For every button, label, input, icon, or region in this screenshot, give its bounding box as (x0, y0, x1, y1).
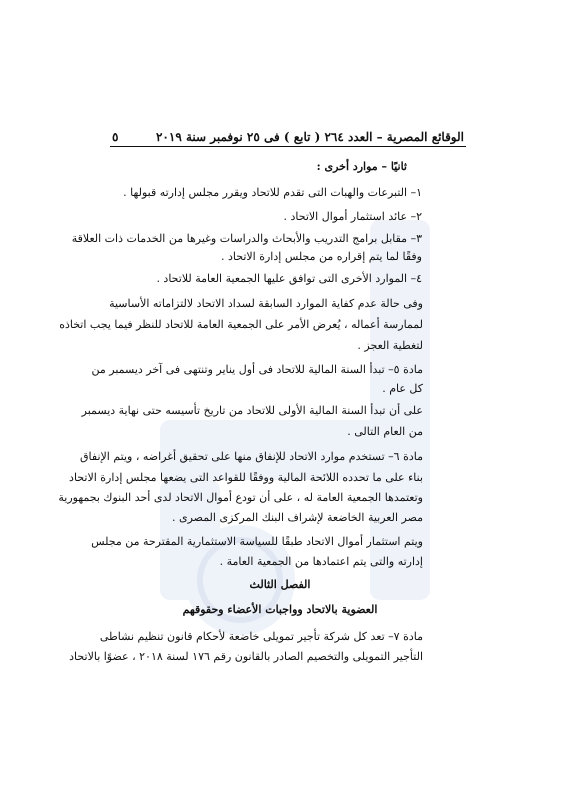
section-heading-other-resources: ثانيًا – موارد أخرى : (316, 160, 407, 173)
list-item-3: ٣– مقابل برامج التدريب والأبحاث والدراسات وغيرها من الخدمات ذات العلاقة (71, 232, 422, 245)
paragraph-line: لتغطية العجز . (357, 339, 423, 352)
paragraph-line: وفى حالة عدم كفاية الموارد السابقة لسداد الاتحاد لالتزاماته الأساسية (109, 297, 423, 310)
article-5-line: على أن تبدأ السنة المالية الأولى للاتحاد من تاريخ تأسيسه حتى نهاية ديسمبر (81, 404, 423, 417)
article-7-line: مادة ٧– تعد كل شركة تأجير تمويلى خاضعة لأحكام قانون تنظيم نشاطى (99, 630, 423, 643)
list-item-4: ٤– الموارد الأخرى التى توافق عليها الجمعية العامة للاتحاد . (156, 272, 422, 285)
article-6-line: وتعتمدها الجمعية العامة له ، على أن تودع أموال الاتحاد لدى أحد البنوك بجمهورية (58, 491, 423, 504)
article-5-line: مادة ٥– تبدأ السنة المالية للاتحاد فى أول يناير وتنتهى فى آخر ديسمبر من (91, 363, 423, 376)
article-6-line: مصر العربية الخاضعة لإشراف البنك المركزى المصرى . (171, 511, 423, 524)
header-divider (110, 146, 466, 147)
list-item-2: ٢– عائد استثمار أموال الاتحاد . (283, 210, 422, 223)
article-6-line: إدارته والتى يتم اعتمادها من الجمعية العامة . (219, 555, 423, 568)
list-item-1: ١– التبرعات والهبات التى تقدم للاتحاد ويقرر مجلس إدارته قبولها . (123, 186, 422, 199)
article-7-line: التأجير التمويلى والتخصيم الصادر بالقانون رقم ١٧٦ لسنة ٢٠١٨ ، عضوًا بالاتحاد (69, 650, 423, 663)
paragraph-line: لممارسة أعماله ، يُعرض الأمر على الجمعية العامة للاتحاد للنظر فيما يجب اتخاذه (59, 318, 423, 331)
page-header (112, 128, 464, 146)
list-item-3-cont: وفقًا لما يتم إقراره من مجلس إدارة الاتحاد . (221, 250, 422, 263)
article-6-line: مادة ٦– تستخدم موارد الاتحاد للإنفاق منها على تحقيق أغراضه ، ويتم الإنفاق (80, 450, 423, 463)
article-6-line: ويتم استثمار أموال الاتحاد طبقًا للسياسة الاستثمارية المقترحة من مجلس (91, 535, 423, 548)
chapter-subtitle: العضوية بالاتحاد وواجبات الأعضاء وحقوقهم (182, 603, 378, 616)
header-title: الوقائع المصرية – العدد ٢٦٤ ( تابع ) فى ٢٥ نوفمبر سنة ٢٠١٩ (155, 130, 464, 144)
chapter-title: الفصل الثالث (249, 578, 311, 591)
page-number: ٥ (112, 130, 119, 144)
article-6-line: بناء على ما تحدده اللائحة المالية ووفقًا للقواعد التى يضعها مجلس إدارة الاتحاد (69, 471, 423, 484)
article-5-line: من العام التالى . (347, 425, 423, 438)
article-5-line: كل عام . (382, 382, 423, 395)
